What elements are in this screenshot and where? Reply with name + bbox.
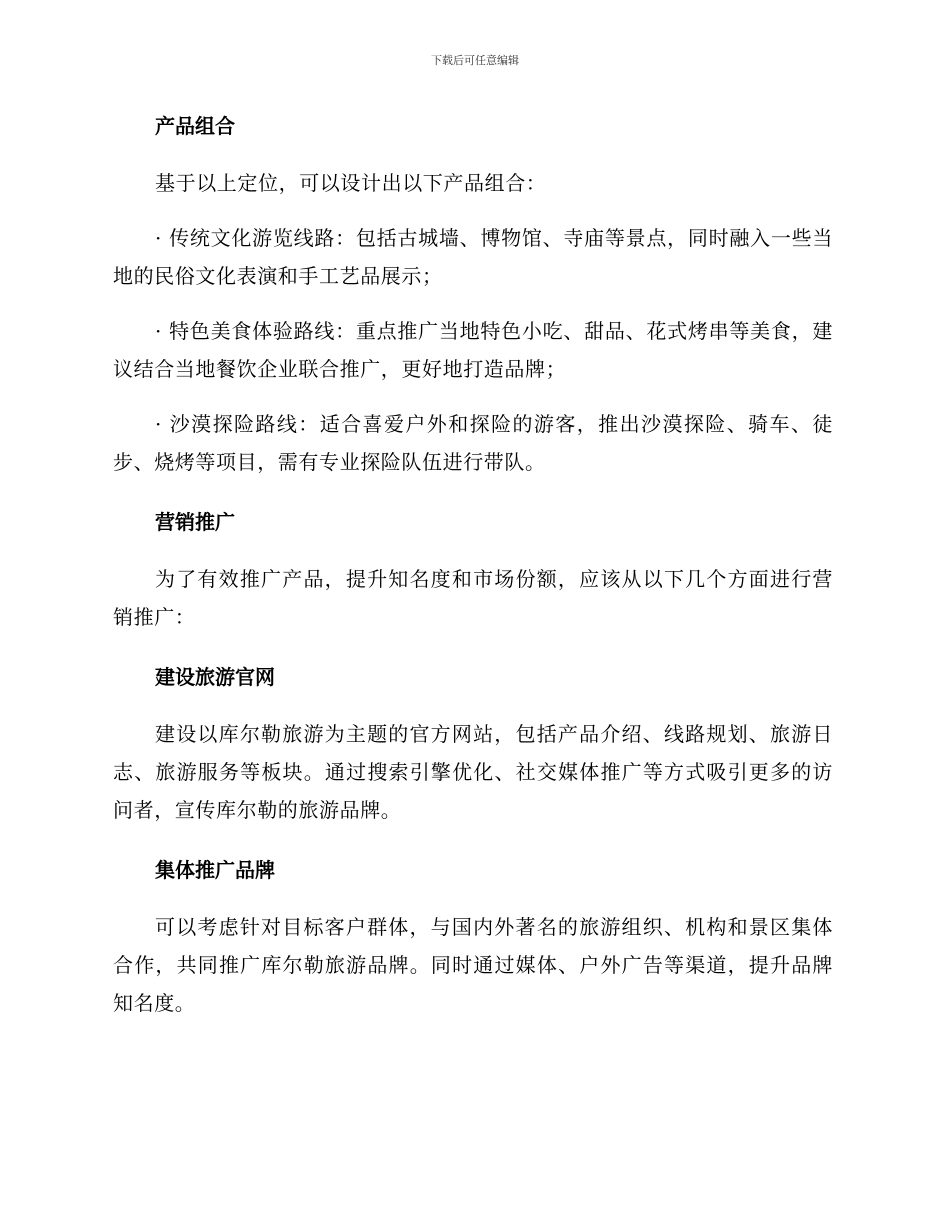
list-item-food-route: · 特色美食体验路线：重点推广当地特色小吃、甜品、花式烤串等美食，建议结合当地餐饮企业联合推广，更好地打造品牌；: [113, 319, 833, 381]
paragraph-brand: 可以考虑针对目标客户群体，与国内外著名的旅游组织、机构和景区集体合作，共同推广库尔勒旅游品牌。同时通过媒体、户外广告等渠道，提升品牌知名度。: [113, 915, 833, 1015]
section-heading-product-mix: 产品组合: [155, 114, 235, 138]
paragraph-marketing-intro: 为了有效推广产品，提升知名度和市场份额，应该从以下几个方面进行营销推广：: [113, 567, 833, 629]
list-item-desert-route: · 沙漠探险路线：适合喜爱户外和探险的游客，推出沙漠探险、骑车、徒步、烧烤等项目，需有专业探险队伍进行带队。: [113, 412, 833, 474]
paragraph-website: 建设以库尔勒旅游为主题的官方网站，包括产品介绍、线路规划、旅游日志、旅游服务等板块。通过搜索引擎优化、社交媒体推广等方式吸引更多的访问者，宣传库尔勒的旅游品牌。: [113, 722, 833, 822]
list-item-culture-route: · 传统文化游览线路：包括古城墙、博物馆、寺庙等景点，同时融入一些当地的民俗文化表演和手工艺品展示；: [113, 226, 833, 288]
paragraph-product-mix-intro: 基于以上定位，可以设计出以下产品组合：: [155, 171, 547, 195]
page-header: 下载后可任意编辑: [431, 54, 519, 67]
section-heading-website: 建设旅游官网: [155, 665, 275, 689]
section-heading-brand: 集体推广品牌: [155, 858, 275, 882]
section-heading-marketing: 营销推广: [155, 510, 235, 534]
document-body: [113, 106, 833, 1022]
